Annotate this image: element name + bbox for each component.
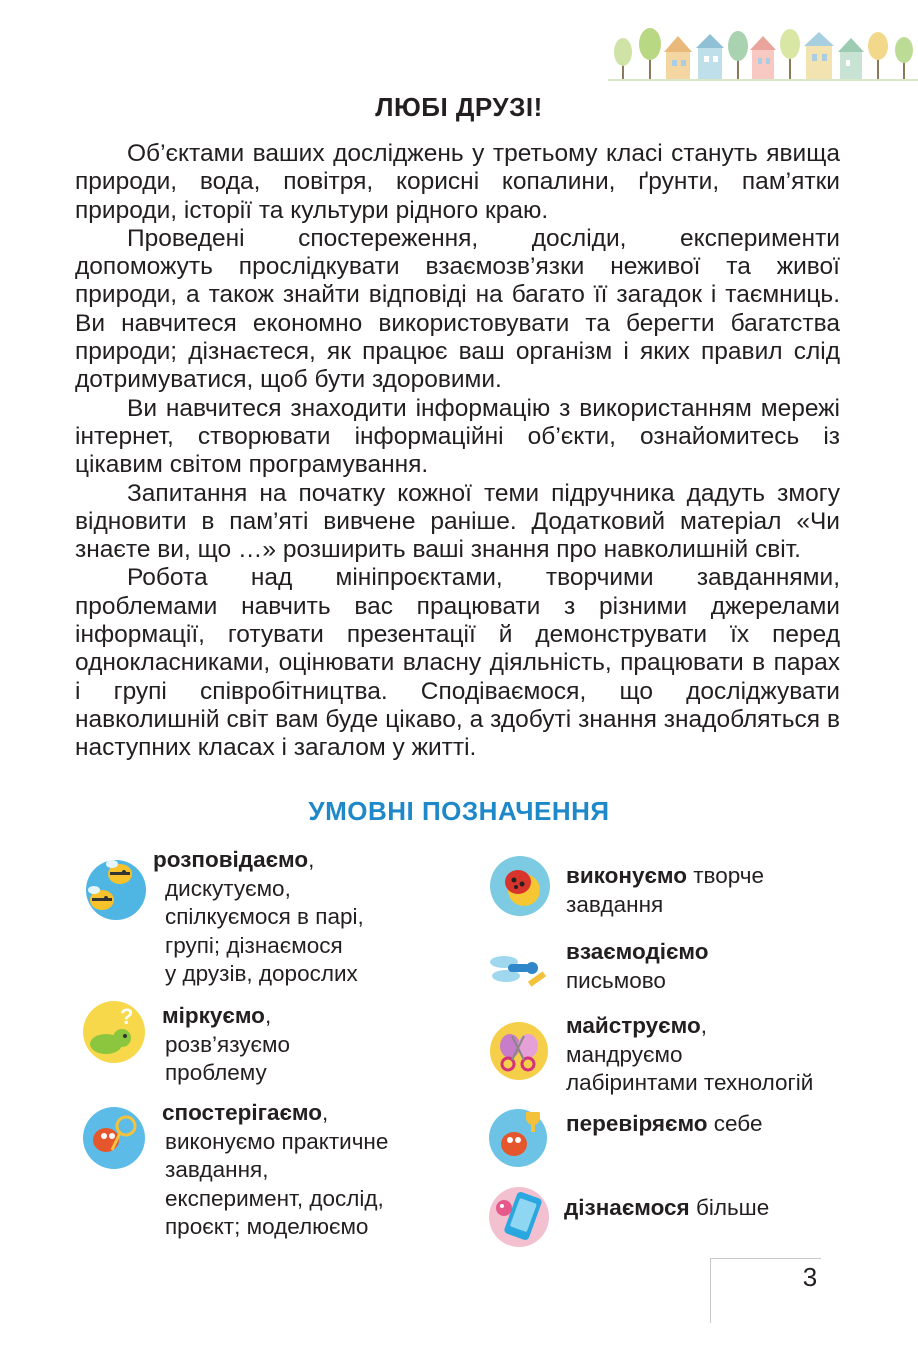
legend-term: перевіряємо	[566, 1111, 708, 1136]
legend-term: майструємо	[566, 1013, 701, 1038]
intro-text	[75, 140, 840, 763]
page-title: ЛЮБІ ДРУЗІ!	[375, 92, 543, 122]
tree-icon	[895, 37, 913, 80]
legend-term: спостерігаємо	[162, 1100, 322, 1125]
house-icon	[838, 38, 864, 80]
legend-term: виконуємо	[566, 863, 687, 888]
dragonfly-pencil-icon	[484, 940, 552, 1000]
tree-icon	[639, 28, 661, 80]
legend-item-learn: дізнаємося більше	[564, 1195, 770, 1220]
page-number: 3	[802, 1262, 818, 1292]
caterpillar-question-icon	[80, 998, 148, 1066]
ant-magnifier-icon	[80, 1104, 148, 1172]
legend-item-check: перевіряємо себе	[566, 1111, 763, 1136]
header-decoration	[608, 22, 918, 84]
house-icon	[664, 36, 692, 80]
intro-paragraph: Об’єктами ваших досліджень у третьому класі стануть явища природи, вода, повітря, корисні копалини, ґрунти, пам’ятки природи, історії та культури рідного краю.	[75, 140, 840, 224]
bees-icon	[80, 852, 152, 924]
ant-trophy-icon	[486, 1104, 550, 1168]
intro-paragraph: Ви навчитеся знаходити інформацію з використанням мережі інтернет, створювати інформаційні об’єкти, ознайомитесь із цікавим світом програмування.	[75, 394, 840, 479]
house-icon	[804, 32, 834, 80]
tree-icon	[728, 31, 748, 80]
legend-item-think: міркуємо, розв’язуємо проблему	[162, 1003, 291, 1085]
legend-item-craft: майструємо, мандруємо лабіринтами технологій	[566, 1013, 814, 1095]
svg-text:?: ?	[120, 1004, 134, 1029]
house-icon	[696, 34, 724, 80]
tree-icon	[780, 29, 800, 80]
legend-item-creative: виконуємо творче завдання	[566, 863, 765, 917]
legend-term: взаємодіємо	[566, 939, 709, 964]
intro-paragraph: Проведені спостереження, досліди, експерименти допоможуть прослідкувати взаємозв’язки неживої та живої природи, а також знайти відповіді на багато її загадок і таємниць. Ви навчитеся економно використовувати та берегти багатства природи; дізнаєтеся, як працює ваш організм і яких правил слід дотримуватися, щоб бути здоровими.	[75, 224, 840, 394]
house-icon	[750, 36, 776, 80]
legend-term: міркуємо	[162, 1003, 265, 1028]
ladybug-flower-icon	[488, 854, 552, 918]
legend-term: дізнаємося	[564, 1195, 690, 1220]
legend-item-interact: взаємодіємо письмово	[566, 939, 709, 993]
legend-title: УМОВНІ ПОЗНАЧЕННЯ	[308, 796, 610, 826]
legend-item-discuss: розповідаємо, дискутуємо, спілкуємося в парі, групі; дізнаємося у друзів, дорослих	[153, 847, 364, 986]
intro-paragraph: Запитання на початку кожної теми підручника дадуть змогу відновити в пам’яті вивчене раніше. Додатковий матеріал «Чи знаєте ви, що …» розширить ваші знання про навколишній світ.	[75, 479, 840, 564]
legend-item-observe: спостерігаємо, виконуємо практичне завдання, експеримент, дослід, проєкт; моделюємо	[162, 1100, 389, 1239]
scissors-butterfly-icon	[488, 1020, 550, 1082]
tree-icon	[868, 32, 888, 80]
smartphone-icon	[486, 1184, 552, 1250]
tree-icon	[614, 38, 632, 80]
legend-term: розповідаємо	[153, 847, 309, 872]
intro-paragraph: Робота над мініпроєктами, творчими завданнями, проблемами навчить вас працювати з різними джерелами інформації, готувати презентації й демонструвати їх перед однокласниками, оцінювати власну діяльність, працювати в парах і групі співробітництва. Сподіваємося, що досліджувати навколишній світ вам буде цікаво, а здобуті знання знадобляться в наступних класах і загалом у житті.	[75, 564, 840, 762]
